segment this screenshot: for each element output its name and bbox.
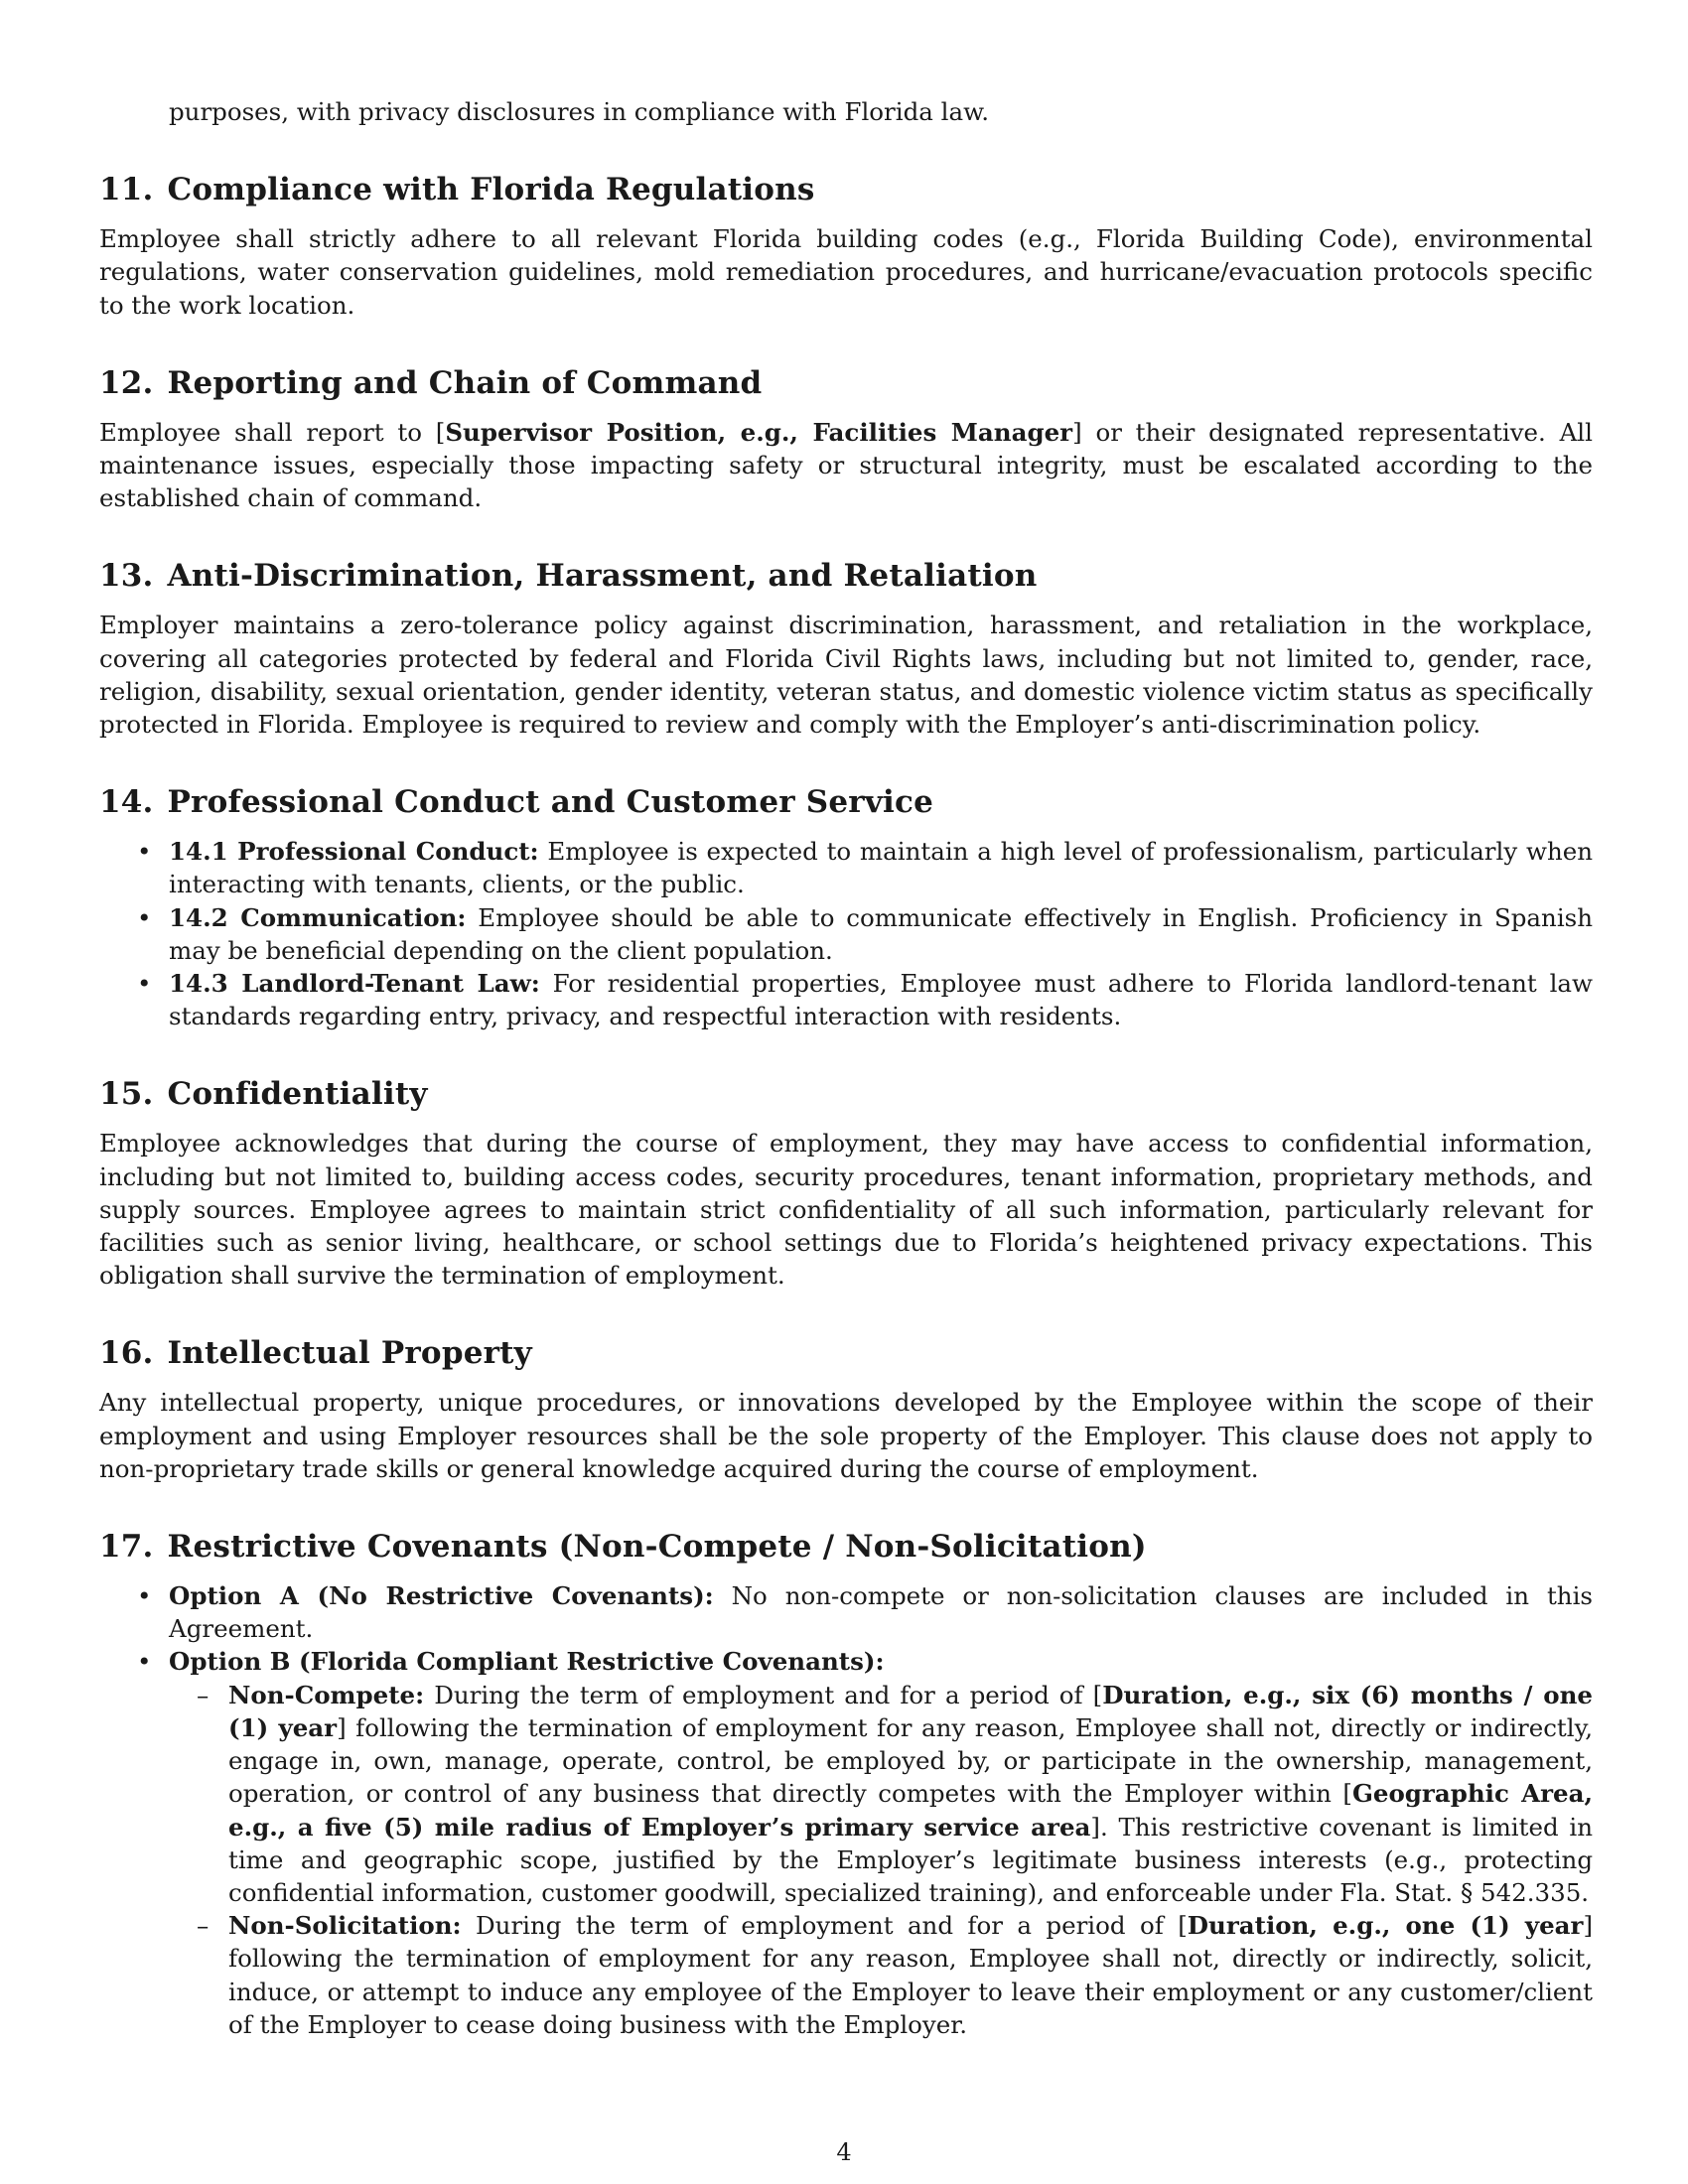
section-14-heading: 14. Professional Conduct and Customer Service (99, 784, 934, 821)
option-b-sublist (169, 1679, 1593, 2041)
list-item: • 14.3 Landlord-Tenant Law: For residential properties, Employee must adhere to Florida landlord-tenant law standards regarding entry, privacy, and respectful interaction with residents. (99, 967, 1593, 1032)
section-16-body: Any intellectual property, unique procedures, or innovations developed by the Employee within the scope of their employment and using Employer resources shall be the sole property of the Employer. This clause does not apply to non-proprietary trade skills or general knowledge acquired during the course of employment. (99, 1388, 1593, 1483)
non-solicitation-item: – Non-Solicitation: During the term of employment and for a period of [Duration, e.g., one (1) year] following the termination of employment for any reason, Employee shall not, directly or indirectly, solicit, induce, or attempt to induce any employee of the Employer to leave their employment or any customer/client of the Employer to cease doing business with the Employer. (169, 1909, 1593, 2041)
section-15-body: Employee acknowledges that during the course of employment, they may have access to confidential information, including but not limited to, building access codes, security procedures, tenant information, proprietary methods, and supply sources. Employee agrees to maintain strict confidentiality of all such information, particularly relevant for facilities such as senior living, healthcare, or school settings due to Florida’s heightened privacy expectations. This obligation shall survive the termination of employment. (99, 1129, 1593, 1291)
section-13-heading: 13. Anti-Discrimination, Harassment, and Retaliation (99, 558, 1038, 595)
page-number: 4 (836, 2138, 852, 2166)
section-11-body: Employee shall strictly adhere to all relevant Florida building codes (e.g., Florida Building Code), environmental regulations, water conservation guidelines, mold remediation procedures, and hurricane/evacuation protocols specific to the work location. (99, 224, 1593, 320)
section-13-body: Employer maintains a zero-tolerance policy against discrimination, harassment, and retaliation in the workplace, covering all categories protected by federal and Florida Civil Rights laws, including but not limited to, gender, race, religion, disability, sexual orientation, gender identity, veteran status, and domestic violence victim status as specifically protected in Florida. Employee is required to review and comply with the Employer’s anti-discrimination policy. (99, 611, 1593, 740)
section-14-list (99, 835, 1593, 1032)
placeholder-supervisor: Supervisor Position, e.g., Facilities Manager (445, 417, 1073, 447)
non-compete-item: – Non-Compete: During the term of employment and for a period of [Duration, e.g., six (6) months / one (1) year] following the termination of employment for any reason, Employee shall not, directly or indirectly, engage in, own, manage, operate, control, be employed by, or participate in the ownership, management, operation, or control of any business that directly competes with the Employer within [Geographic Area, e.g., a five (5) mile radius of Employer’s primary service area]. This restrictive covenant is limited in time and geographic scope, justified by the Employer’s legitimate business interests (e.g., protecting confidential information, customer goodwill, specialized training), and enforceable under Fla. Stat. § 542.335. (169, 1679, 1593, 1909)
section-17-heading: 17. Restrictive Covenants (Non-Compete / Non-Solicitation) (99, 1529, 1147, 1566)
document-page (99, 95, 1593, 2041)
list-item: • 14.2 Communication: Employee should be able to communicate effectively in English. Proficiency in Spanish may be beneficial depending on the client population. (99, 901, 1593, 967)
section-12-heading: 12. Reporting and Chain of Command (99, 364, 763, 401)
option-a-item: • Option A (No Restrictive Covenants): No non-compete or non-solicitation clauses are included in this Agreement. (99, 1579, 1593, 1645)
option-b-item: • Option B (Florida Compliant Restrictive Covenants): – Non-Compete: During the term of employment and for a period of [Duration, e.g., six (6) months / one (1) year] following the termination of employment for any reason, Employee shall not, directly or indirectly, engage in, own, manage, operate, control, be employed by, or participate in the ownership, management, operation, or control of any business that directly competes with the Employer within [Geographic Area, e.g., a five (5) mile radius of Employer’s primary service area]. This restrictive covenant is limited in time and geographic scope, justified by the Employer’s legitimate business interests (e.g., protecting confidential information, customer goodwill, specialized training), and enforceable under Fla. Stat. § 542.335. – Non-Solicitation: During the term of employment and for a period of [Duration, e.g., one (1) year] following the termination of employment for any reason, Employee shall not, directly or indirectly, solicit, induce, or attempt to induce any employee of the Employer to leave their employment or any customer/client of the Employer to cease doing business with the Employer. (99, 1645, 1593, 2040)
list-item: • 14.1 Professional Conduct: Employee is expected to maintain a high level of professionalism, particularly when interacting with tenants, clients, or the public. (99, 835, 1593, 900)
section-12-body: Employee shall report to [Supervisor Position, e.g., Facilities Manager] or their designated representative. All maintenance issues, especially those impacting safety or structural integrity, must be escalated according to the established chain of command. (99, 417, 1593, 513)
section-17-list (99, 1579, 1593, 2041)
section-15-heading: 15. Confidentiality (99, 1076, 428, 1113)
section-11-heading: 11. Compliance with Florida Regulations (99, 172, 815, 208)
continuation-text: purposes, with privacy disclosures in compliance with Florida law. (169, 97, 989, 126)
section-16-heading: 16. Intellectual Property (99, 1335, 532, 1372)
